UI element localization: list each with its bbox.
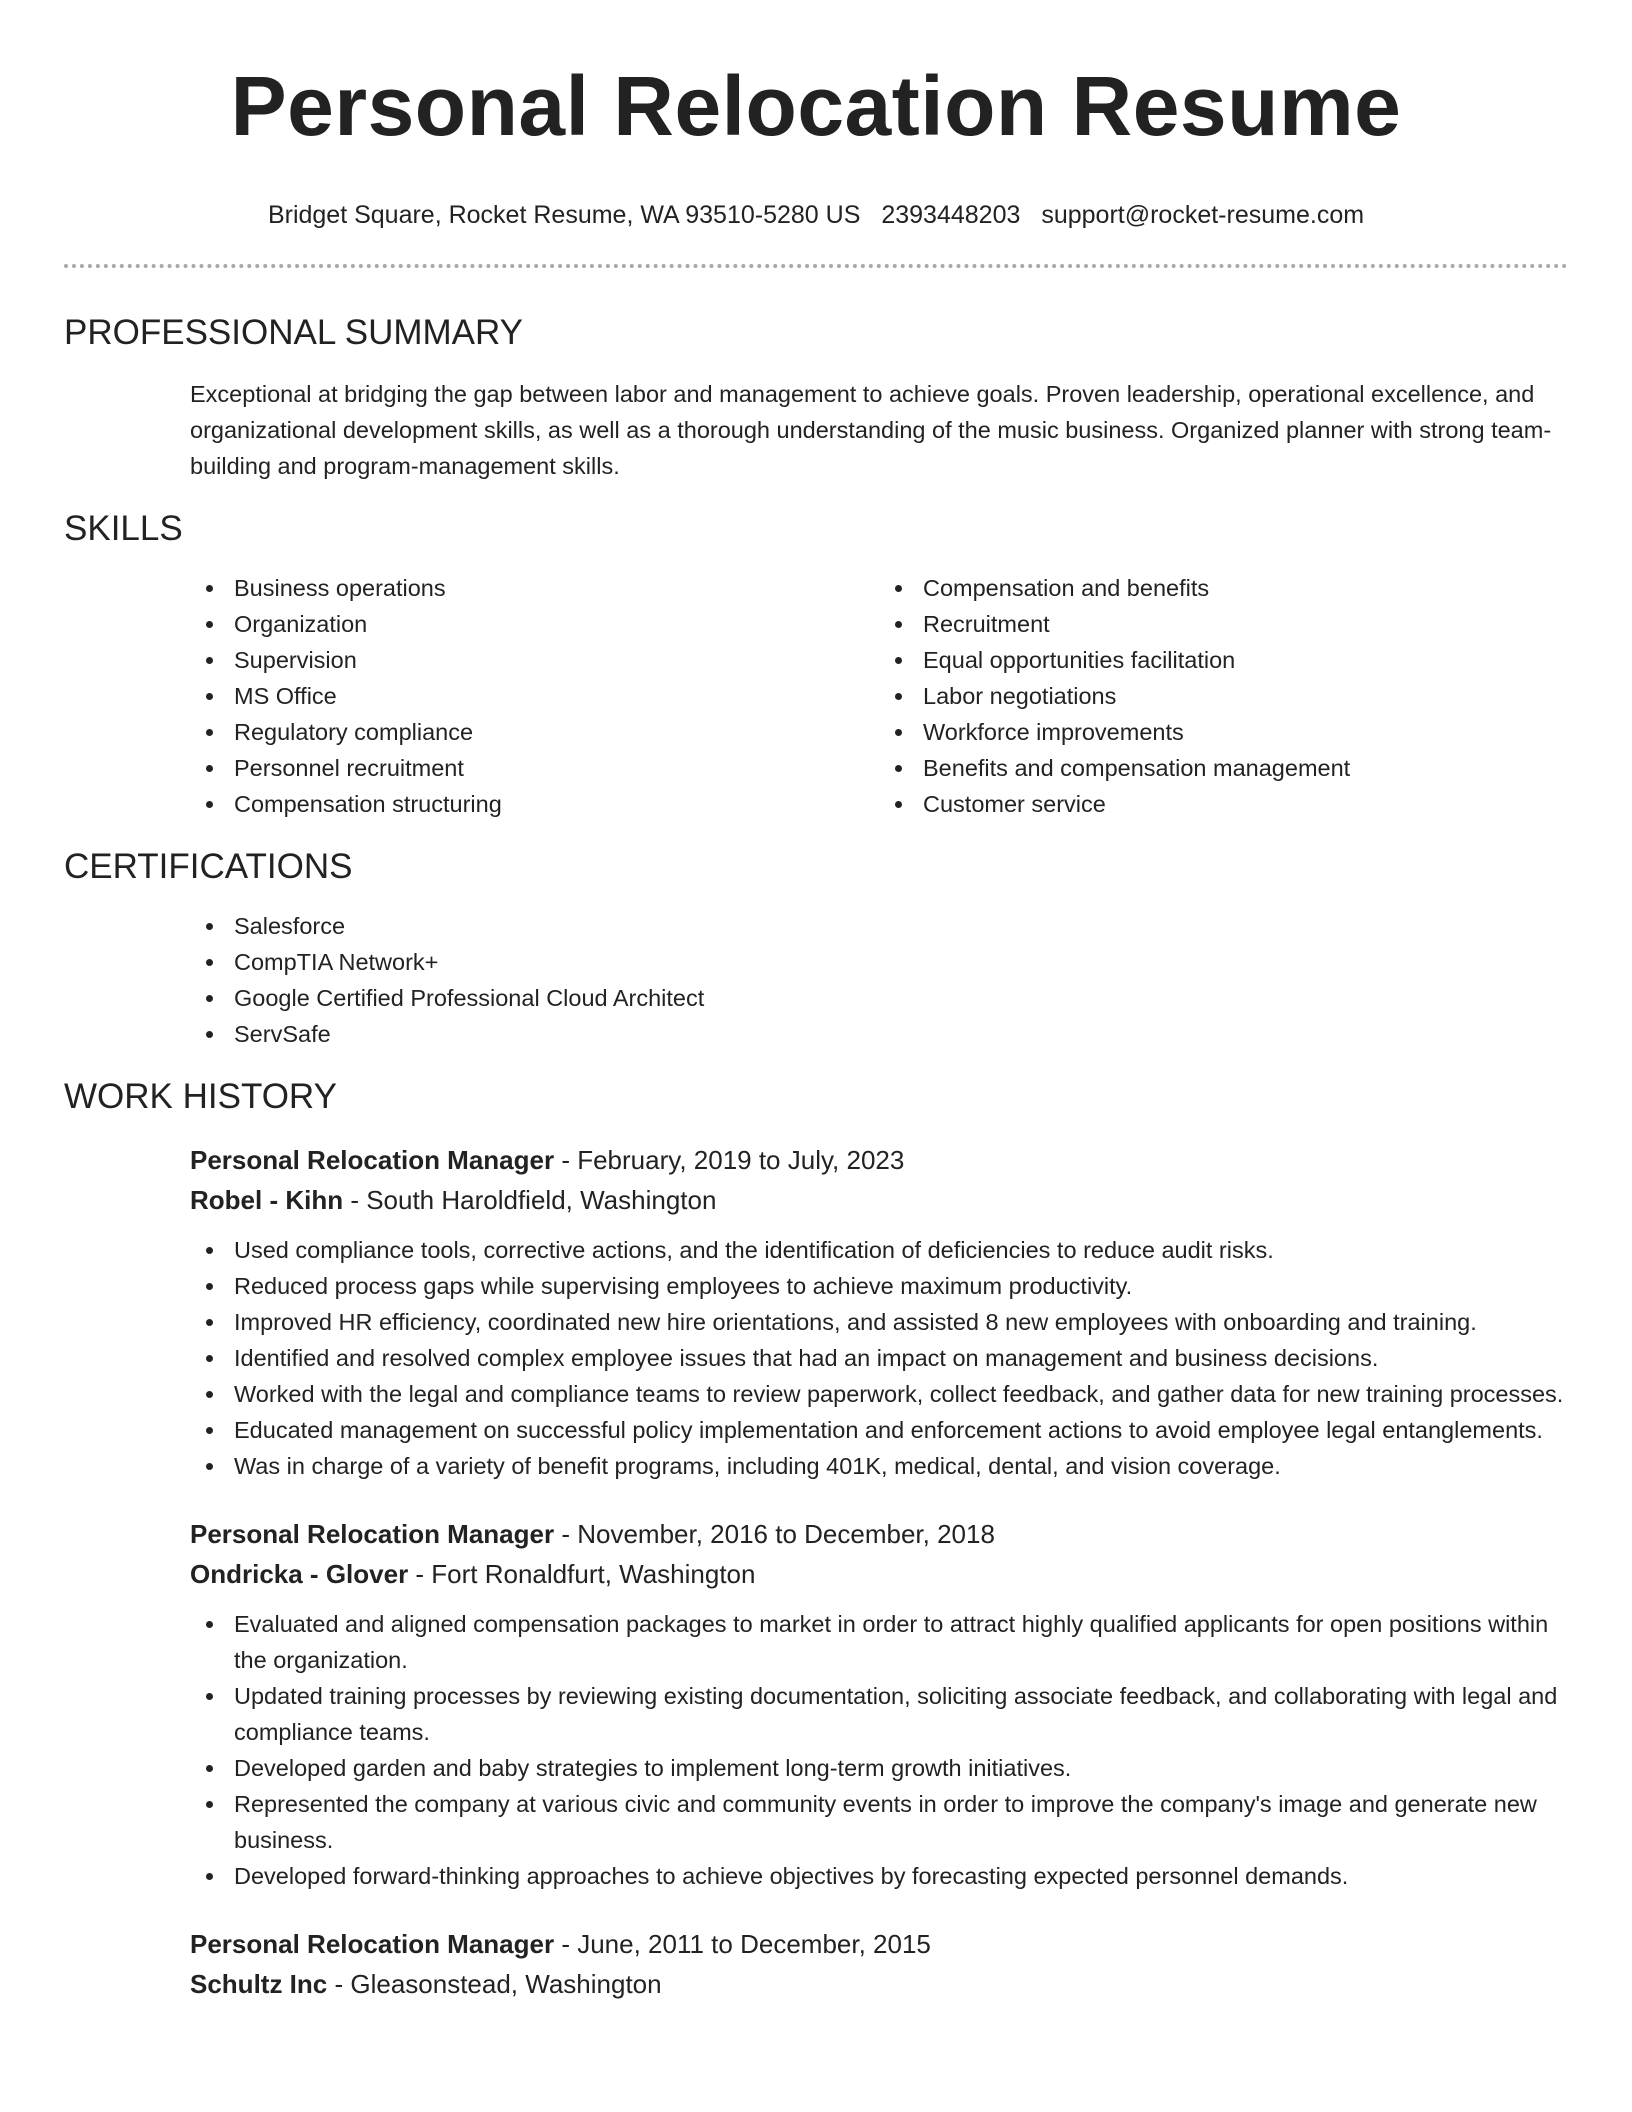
contact-line <box>64 200 1568 230</box>
skills-section <box>64 508 1568 822</box>
job-bullet: Worked with the legal and compliance teams to review paperwork, collect feedback, and gather data for new training processes. <box>234 1376 1568 1412</box>
job-bullet: Was in charge of a variety of benefit programs, including 401K, medical, dental, and vision coverage. <box>234 1448 1568 1484</box>
work-history-heading: WORK HISTORY <box>64 1077 337 1116</box>
certification-item: CompTIA Network+ <box>234 944 1568 980</box>
job-bullet: Used compliance tools, corrective actions, and the identification of deficiencies to reduce audit risks. <box>234 1232 1568 1268</box>
certification-item: Google Certified Professional Cloud Architect <box>234 980 1568 1016</box>
job-bullet: Developed garden and baby strategies to implement long-term growth initiatives. <box>234 1750 1568 1786</box>
job-bullet: Updated training processes by reviewing existing documentation, soliciting associate feedback, and collaborating with legal and compliance teams. <box>234 1678 1568 1750</box>
job-bullet: Reduced process gaps while supervising employees to achieve maximum productivity. <box>234 1268 1568 1304</box>
skills-list-left <box>190 570 879 822</box>
skills-columns <box>64 570 1568 822</box>
job-role: Personal Relocation Manager <box>190 1929 555 1959</box>
job-location: - Fort Ronaldfurt, Washington <box>408 1559 756 1589</box>
skill-item: Organization <box>234 606 879 642</box>
job-dates: - June, 2011 to December, 2015 <box>554 1929 931 1959</box>
contact-email: support@rocket-resume.com <box>1041 201 1365 229</box>
job-entry <box>64 1924 1568 2004</box>
certifications-section <box>64 846 1568 1052</box>
header-divider <box>64 264 1568 268</box>
certification-item: Salesforce <box>234 908 1568 944</box>
skills-heading: SKILLS <box>64 509 183 548</box>
skill-item: Workforce improvements <box>923 714 1568 750</box>
job-entry <box>64 1514 1568 1894</box>
summary-section <box>64 312 1568 484</box>
skill-item: Equal opportunities facilitation <box>923 642 1568 678</box>
job-company-line <box>190 1964 1568 2004</box>
skill-item: Compensation and benefits <box>923 570 1568 606</box>
summary-heading: PROFESSIONAL SUMMARY <box>64 313 523 352</box>
job-bullet: Represented the company at various civic and community events in order to improve the company's image and generate new business. <box>234 1786 1568 1858</box>
job-bullet: Improved HR efficiency, coordinated new hire orientations, and assisted 8 new employees with onboarding and training. <box>234 1304 1568 1340</box>
skill-item: Personnel recruitment <box>234 750 879 786</box>
contact-phone: 2393448203 <box>881 201 1021 229</box>
contact-address: Bridget Square, Rocket Resume, WA 93510-5280 US <box>267 201 861 229</box>
job-dates: - February, 2019 to July, 2023 <box>554 1145 905 1175</box>
job-title-line <box>190 1924 1568 1964</box>
skill-item: Recruitment <box>923 606 1568 642</box>
job-company: Schultz Inc <box>190 1969 328 1999</box>
job-bullet: Identified and resolved complex employee issues that had an impact on management and business decisions. <box>234 1340 1568 1376</box>
job-company-line <box>190 1180 1568 1220</box>
job-location: - South Haroldfield, Washington <box>343 1185 717 1215</box>
skill-item: Customer service <box>923 786 1568 822</box>
job-bullet: Evaluated and aligned compensation packages to market in order to attract highly qualified applicants for open positions within the organization. <box>234 1606 1568 1678</box>
resume-name: Personal Relocation Resume <box>230 59 1402 153</box>
summary-text: Exceptional at bridging the gap between labor and management to achieve goals. Proven leadership, operational excellence, and organizational development skills, as well as a thorough understanding of the music business. Organized planner with strong team-building and program-management skills. <box>190 381 1552 479</box>
skill-item: Business operations <box>234 570 879 606</box>
job-dates: - November, 2016 to December, 2018 <box>554 1519 995 1549</box>
job-location: - Gleasonstead, Washington <box>327 1969 662 1999</box>
job-role: Personal Relocation Manager <box>190 1519 555 1549</box>
job-bullets <box>190 1232 1568 1484</box>
certifications-list <box>64 908 1568 1052</box>
skill-item: Regulatory compliance <box>234 714 879 750</box>
job-bullets <box>190 1606 1568 1894</box>
job-role: Personal Relocation Manager <box>190 1145 555 1175</box>
job-company: Robel - Kihn <box>190 1185 344 1215</box>
certification-item: ServSafe <box>234 1016 1568 1052</box>
skill-item: Benefits and compensation management <box>923 750 1568 786</box>
certifications-heading: CERTIFICATIONS <box>64 847 353 886</box>
job-title-line <box>190 1514 1568 1554</box>
job-bullet: Developed forward-thinking approaches to achieve objectives by forecasting expected personnel demands. <box>234 1858 1568 1894</box>
skill-item: Supervision <box>234 642 879 678</box>
skills-list-right <box>879 570 1568 822</box>
work-history-section <box>64 1076 1568 2004</box>
job-company-line <box>190 1554 1568 1594</box>
skill-item: Labor negotiations <box>923 678 1568 714</box>
skill-item: MS Office <box>234 678 879 714</box>
job-title-line <box>190 1140 1568 1180</box>
job-entry <box>64 1140 1568 1484</box>
job-bullet: Educated management on successful policy implementation and enforcement actions to avoid employee legal entanglements. <box>234 1412 1568 1448</box>
skill-item: Compensation structuring <box>234 786 879 822</box>
job-company: Ondricka - Glover <box>190 1559 409 1589</box>
